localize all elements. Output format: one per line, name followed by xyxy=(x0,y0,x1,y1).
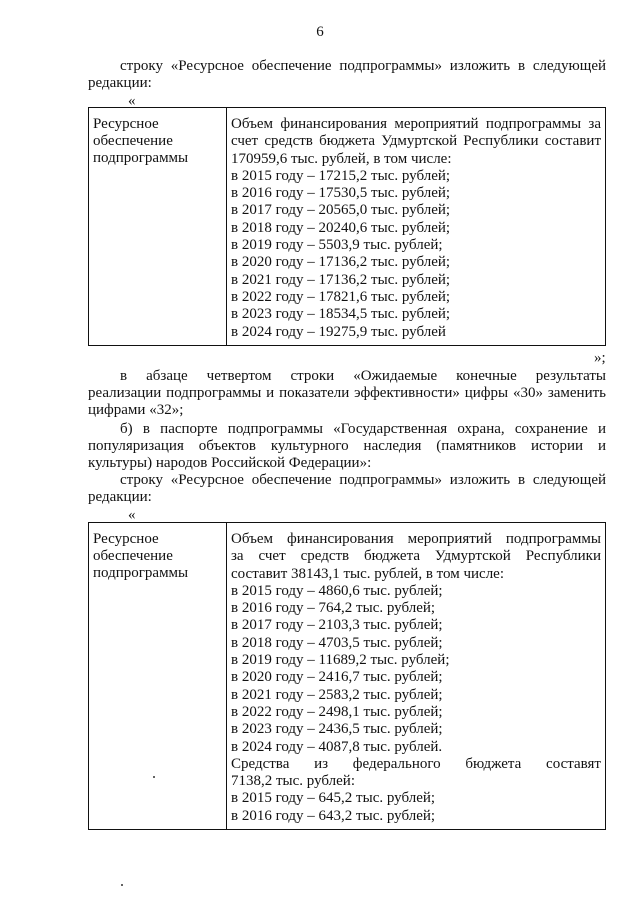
resource-table-2 xyxy=(88,522,606,830)
table1-close-quote: »; xyxy=(594,350,606,366)
table1-line: в 2015 году – 17215,2 тыс. рублей; xyxy=(231,167,451,184)
table2-line: Объем финансирования мероприятий подпрограммы xyxy=(231,531,601,547)
resource-table-1 xyxy=(88,107,606,346)
table-row xyxy=(89,108,606,346)
para-b-line3: культуры) народов Российской Федерации»: xyxy=(88,455,372,471)
table2-label-cell xyxy=(89,523,227,830)
abzac-line1: в абзаце четвертом строки «Ожидаемые конечные результаты xyxy=(120,368,606,384)
table1-line: в 2021 году – 17136,2 тыс. рублей; xyxy=(231,271,451,288)
table2-line: в 2016 году – 764,2 тыс. рублей; xyxy=(231,600,436,617)
table2-line: в 2022 году – 2498,1 тыс. рублей; xyxy=(231,703,443,720)
scan-speck xyxy=(153,776,155,778)
table1-value-cell xyxy=(227,108,606,346)
table2-line: в 2016 году – 643,2 тыс. рублей; xyxy=(231,807,436,824)
table2-line: 7138,2 тыс. рублей: xyxy=(231,773,355,790)
table2-label-line: обеспечение xyxy=(93,548,173,564)
table2-open-quote: « xyxy=(128,507,136,523)
table2-line: за счет средств бюджета Удмуртской Республики xyxy=(231,548,601,565)
table1-line: в 2019 году – 5503,9 тыс. рублей; xyxy=(231,237,443,254)
table1-line: в 2023 году – 18534,5 тыс. рублей; xyxy=(231,306,451,323)
table1-line: в 2017 году – 20565,0 тыс. рублей; xyxy=(231,202,451,219)
table2-line: в 2015 году – 4860,6 тыс. рублей; xyxy=(231,582,443,599)
table2-line: в 2024 году – 4087,8 тыс. рублей. xyxy=(231,738,443,755)
table2-line: в 2015 году – 645,2 тыс. рублей; xyxy=(231,790,436,807)
abzac-line2: реализации подпрограммы и показатели эффективности» цифры «30» заменить xyxy=(88,385,606,401)
table2-label-line: Ресурсное xyxy=(93,531,159,547)
table1-line: счет средств бюджета Удмуртской Республики составит xyxy=(231,133,601,150)
table1-open-quote: « xyxy=(128,93,136,109)
table1-label-line: Ресурсное xyxy=(93,116,159,132)
page-number: 6 xyxy=(316,24,324,40)
intro1-line1: строку «Ресурсное обеспечение подпрограммы» изложить в следующей xyxy=(120,58,606,74)
table2-line: составит 38143,1 тыс. рублей, в том числе: xyxy=(231,565,505,582)
table2-line: в 2020 году – 2416,7 тыс. рублей; xyxy=(231,669,443,686)
table1-line: в 2020 году – 17136,2 тыс. рублей; xyxy=(231,254,451,271)
table1-label-line: подпрограммы xyxy=(93,150,189,166)
intro2-paragraph xyxy=(88,472,606,506)
abzac-paragraph xyxy=(88,368,606,419)
table1-line: Объем финансирования мероприятий подпрограммы за xyxy=(231,116,601,132)
table2-line: в 2023 году – 2436,5 тыс. рублей; xyxy=(231,721,443,738)
table2-value-cell xyxy=(227,523,606,830)
paragraph-b xyxy=(88,421,606,472)
table1-line: в 2022 году – 17821,6 тыс. рублей; xyxy=(231,288,451,305)
intro2-line1: строку «Ресурсное обеспечение подпрограммы» изложить в следующей xyxy=(120,472,606,488)
table1-line: в 2018 году – 20240,6 тыс. рублей; xyxy=(231,219,451,236)
table1-label-cell xyxy=(89,108,227,346)
table2-line: Средства из федерального бюджета составят xyxy=(231,755,601,772)
intro1-line2: редакции: xyxy=(88,75,152,91)
table2-label-line: подпрограммы xyxy=(93,565,189,581)
intro1-paragraph xyxy=(88,58,606,92)
table2-line: в 2021 году – 2583,2 тыс. рублей; xyxy=(231,686,443,703)
table2-line: в 2019 году – 11689,2 тыс. рублей; xyxy=(231,652,450,669)
para-b-line1: б) в паспорте подпрограммы «Государственная охрана, сохранение и xyxy=(120,421,606,437)
table2-line: в 2018 году – 4703,5 тыс. рублей; xyxy=(231,634,443,651)
scan-speck xyxy=(121,884,123,886)
table2-line: в 2017 году – 2103,3 тыс. рублей; xyxy=(231,617,443,634)
table1-line: в 2024 году – 19275,9 тыс. рублей xyxy=(231,323,446,340)
intro2-line2: редакции: xyxy=(88,489,152,505)
table1-line: 170959,6 тыс. рублей, в том числе: xyxy=(231,150,452,167)
abzac-line3: цифрами «32»; xyxy=(88,402,184,418)
table1-line: в 2016 году – 17530,5 тыс. рублей; xyxy=(231,185,451,202)
para-b-line2: популяризация объектов культурного наследия (памятников истории и xyxy=(88,438,606,454)
table1-label-line: обеспечение xyxy=(93,133,173,149)
table-row xyxy=(89,523,606,830)
